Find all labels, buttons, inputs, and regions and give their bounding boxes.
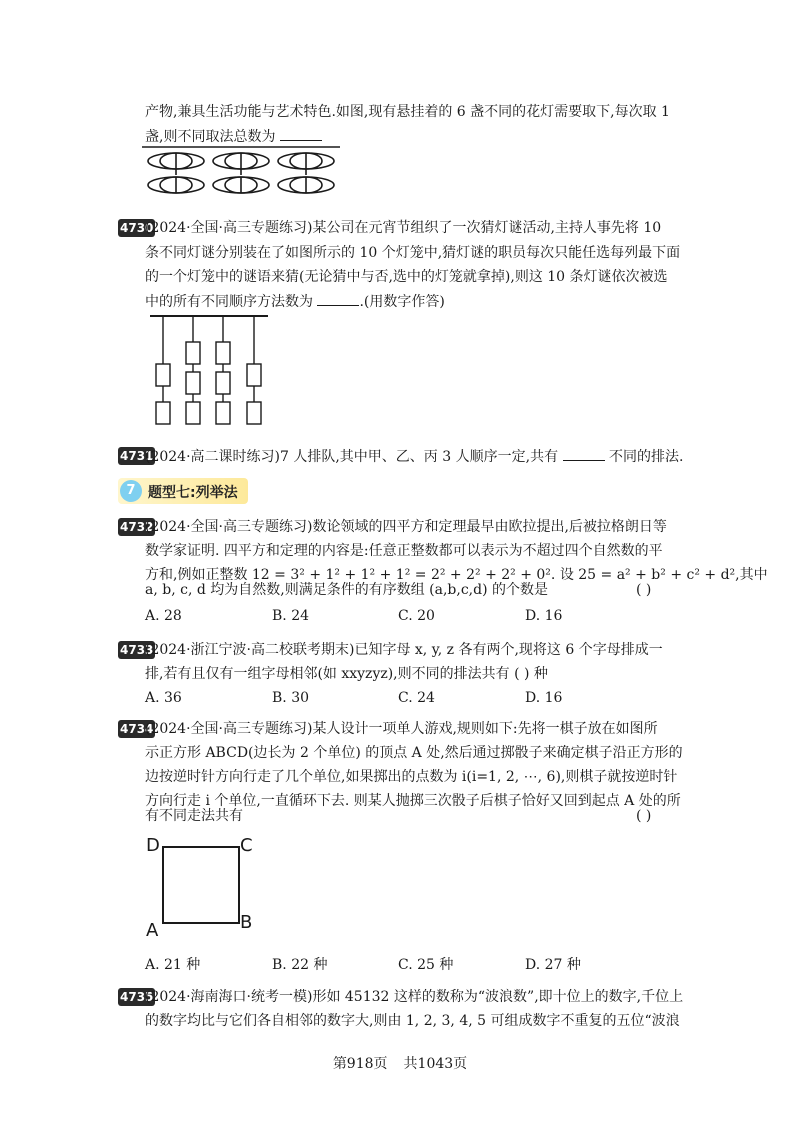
section-header: [118, 478, 248, 504]
question-text-line: 排,若有且仅有一组字母相邻(如 xxyzyz),则不同的排法共有 ( ) 种: [145, 666, 548, 682]
vertex-label-a: A: [146, 920, 159, 941]
answer-paren[interactable]: ( ): [636, 582, 652, 598]
question-number: 4734: [120, 722, 154, 736]
question-text-line: 数学家证明. 四平方和定理的内容是:任意正整数都可以表示为不超过四个自然数的平: [145, 543, 663, 559]
question-text-line: 产物,兼具生活功能与艺术特色.如图,现有悬挂着的 6 盏不同的花灯需要取下,每次取 1: [145, 104, 670, 120]
answer-paren[interactable]: ( ): [636, 808, 652, 824]
question-text-line: (2024·浙江宁波·高二校联考期末)已知字母 x, y, z 各有两个,现将这 6 个字母排成一: [145, 642, 663, 658]
question-text-line: (2024·全国·高三专题练习)数论领域的四平方和定理最早由欧拉提出,后被拉格朗日等: [145, 519, 667, 535]
lantern-column: [186, 316, 200, 424]
vertex-label-c: C: [240, 835, 253, 856]
option-b[interactable]: B. 22 种: [272, 957, 328, 973]
question-number: 4732: [120, 520, 154, 534]
lantern-column: [216, 316, 230, 424]
option-d[interactable]: D. 27 种: [525, 957, 581, 973]
question-number: 4735: [120, 990, 154, 1004]
lantern-column: [278, 153, 334, 193]
question-text-line: 方和,例如正整数 12 = 3² + 1² + 1² + 1² = 2² + 2² + 2² + 0². 设 25 = a² + b² + c² + d²,其中: [145, 567, 768, 583]
question-text-line: 盏,则不同取法总数为: [145, 126, 322, 147]
question-text-line: 的一个灯笼中的谜语来猜(无论猜中与否,选中的灯笼就拿掉),则这 10 条灯谜依次被选: [145, 269, 668, 285]
option-c[interactable]: C. 20: [398, 608, 435, 624]
lantern-column: [247, 316, 261, 424]
page-number: 第918页: [332, 1056, 388, 1072]
option-c[interactable]: C. 25 种: [398, 957, 454, 973]
question-text-line: (2024·海南海口·统考一模)形如 45132 这样的数称为“波浪数”,即十位上的数字,千位上: [145, 989, 684, 1005]
page-footer: [0, 1054, 800, 1074]
question-text-line: 方向行走 i 个单位,一直循环下去. 则某人抛掷三次骰子后棋子恰好又回到起点 A 处的所: [145, 793, 681, 809]
option-b[interactable]: B. 30: [272, 690, 310, 706]
option-c[interactable]: C. 24: [398, 690, 435, 706]
vertex-label-d: D: [146, 835, 160, 856]
lantern-column: [148, 153, 204, 193]
question-text-line: 有不同走法共有: [145, 808, 243, 824]
question-number: 4733: [120, 643, 154, 657]
vertex-label-b: B: [240, 912, 253, 933]
option-d[interactable]: D. 16: [525, 608, 563, 624]
question-text-line: 条不同灯谜分别装在了如图所示的 10 个灯笼中,猜灯谜的职员每次只能任选每列最下面: [145, 245, 681, 261]
question-text-line: 示正方形 ABCD(边长为 2 个单位) 的顶点 A 处,然后通过掷骰子来确定棋子沿正方形的: [145, 745, 683, 761]
option-a[interactable]: A. 28: [145, 608, 182, 624]
lantern-columns-figure: [146, 312, 276, 432]
question-text-line: (2024·全国·高三专题练习)某人设计一项单人游戏,规则如下:先将一棋子放在如图所: [145, 721, 658, 737]
question-number: 4730: [120, 221, 154, 235]
answer-blank[interactable]: [280, 126, 322, 141]
question-text-line: (2024·全国·高三专题练习)某公司在元宵节组织了一次猜灯谜活动,主持人事先将 10: [145, 220, 662, 236]
page-total: 共1043页: [403, 1056, 468, 1072]
answer-blank[interactable]: [563, 446, 605, 461]
lantern-column: [213, 153, 269, 193]
option-a[interactable]: A. 21 种: [145, 957, 201, 973]
section-title: 题型七:列举法: [148, 485, 238, 501]
answer-blank[interactable]: [317, 291, 359, 306]
question-text-line: 中的所有不同顺序方法数为 .(用数字作答): [145, 291, 445, 312]
question-text-line: (2024·高二课时练习)7 人排队,其中甲、乙、丙 3 人顺序一定,共有 不同的排法.: [145, 446, 683, 467]
option-a[interactable]: A. 36: [145, 690, 182, 706]
lantern-column: [156, 316, 170, 424]
option-d[interactable]: D. 16: [525, 690, 563, 706]
question-text-line: 的数字均比与它们各自相邻的数字大,则由 1, 2, 3, 4, 5 可组成数字不重复的五位“波浪: [145, 1013, 680, 1029]
question-text-line: a, b, c, d 均为自然数,则满足条件的有序数组 (a,b,c,d) 的个数是: [145, 582, 548, 598]
section-badge: 7: [120, 480, 142, 502]
hanging-lanterns-figure: [138, 143, 348, 203]
question-text-line: 边按逆时针方向行走了几个单位,如果掷出的点数为 i(i=1, 2, ⋯, 6),则棋子就按逆时针: [145, 769, 678, 785]
option-b[interactable]: B. 24: [272, 608, 310, 624]
square-abcd-figure: [162, 846, 240, 924]
question-number: 4731: [120, 449, 154, 463]
